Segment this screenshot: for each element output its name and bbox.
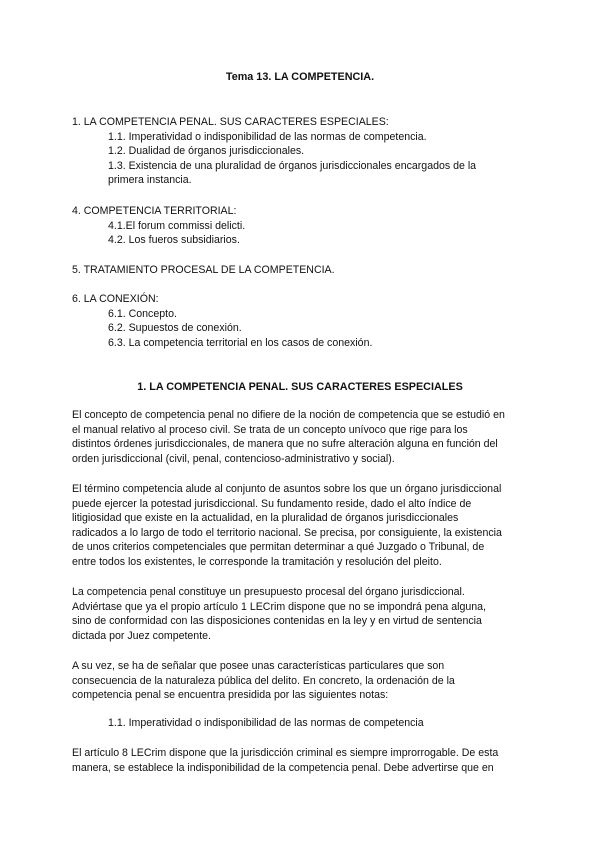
index-item-1-2: 1.2. Dualidad de órganos jurisdiccionales. bbox=[108, 145, 305, 158]
paragraph-line: El concepto de competencia penal no difiere de la noción de competencia que se estudió en bbox=[72, 409, 505, 421]
section-heading: 1. LA COMPETENCIA PENAL. SUS CARACTERES ESPECIALES bbox=[137, 381, 463, 393]
index-item-1-3: 1.3. Existencia de una pluralidad de órganos jurisdiccionales encargados de la bbox=[108, 159, 477, 172]
paragraph-line: A su vez, se ha de señalar que posee unas características particulares que son bbox=[72, 660, 445, 672]
paragraph-line: radicados a lo largo de todo el territorio nacional. Se precisa, por consiguiente, la existencia bbox=[72, 526, 502, 539]
index-item-6-2: 6.2. Supuestos de conexión. bbox=[108, 322, 242, 335]
index-section-6 bbox=[72, 292, 532, 350]
paragraph-line: puede ejercer la potestad jurisdiccional. Su fundamento reside, dado el alto índice de bbox=[72, 497, 472, 510]
index-item-6-3: 6.3. La competencia territorial en los casos de conexión. bbox=[108, 336, 373, 349]
subsection-heading-1-1: 1.1. Imperatividad o indisponibilidad de las normas de competencia bbox=[108, 717, 424, 729]
paragraph-line: el manual relativo al proceso civil. Se trata de un concepto unívoco que rige para los bbox=[72, 423, 468, 436]
paragraph-line: orden jurisdiccional (civil, penal, contencioso-administrativo y social). bbox=[72, 452, 395, 465]
index-section-5 bbox=[72, 263, 532, 278]
paragraph-line: consecuencia de la naturaleza pública del delito. En concreto, la ordenación de la bbox=[72, 674, 455, 687]
index-heading-1: 1. LA COMPETENCIA PENAL. SUS CARACTERES ESPECIALES: bbox=[72, 116, 389, 128]
paragraph-5 bbox=[72, 746, 532, 775]
paragraph-line: sino de conformidad con las disposiciones contenidas en la ley y en virtud de sentencia bbox=[72, 615, 482, 628]
index-heading-4: 4. COMPETENCIA TERRITORIAL: bbox=[72, 205, 237, 217]
index-item-1-3-cont: primera instancia. bbox=[108, 174, 192, 187]
paragraph-line: La competencia penal constituye un presupuesto procesal del órgano jurisdiccional. bbox=[72, 586, 465, 598]
paragraph-line: Adviértase que ya el propio artículo 1 LECrim dispone que no se impondrá pena alguna, bbox=[72, 600, 487, 613]
paragraph-line: El artículo 8 LECrim dispone que la jurisdicción criminal es siempre improrrogable. De esta bbox=[72, 747, 499, 759]
paragraph-4 bbox=[72, 659, 532, 703]
paragraph-line: manera, se establece la indisponibilidad de la competencia penal. Debe advertirse que en bbox=[72, 761, 494, 774]
index-section-4 bbox=[72, 204, 532, 248]
index-heading-6: 6. LA CONEXIÓN: bbox=[72, 293, 159, 305]
paragraph-line: distintos órdenes jurisdiccionales, de manera que no sufre alteración alguna en función del bbox=[72, 438, 498, 451]
paragraph-line: El término competencia alude al conjunto de asuntos sobre los que un órgano jurisdiccional bbox=[72, 483, 502, 495]
index-item-1-1: 1.1. Imperatividad o indisponibilidad de las normas de competencia. bbox=[108, 130, 427, 143]
document-title: Tema 13. LA COMPETENCIA. bbox=[225, 71, 375, 83]
paragraph-1 bbox=[72, 408, 532, 466]
paragraph-line: de unos criterios competenciales que permitan determinar a qué Juzgado o Tribunal, de bbox=[72, 541, 485, 554]
index-item-6-1: 6.1. Concepto. bbox=[108, 307, 177, 320]
paragraph-line: entre todos los existentes, le corresponde la tramitación y resolución del pleito. bbox=[72, 555, 442, 568]
paragraph-3 bbox=[72, 585, 532, 643]
index-heading-5: 5. TRATAMIENTO PROCESAL DE LA COMPETENCIA. bbox=[72, 264, 335, 276]
paragraph-2 bbox=[72, 482, 532, 570]
paragraph-line: competencia penal se encuentra presidida por las siguientes notas: bbox=[72, 689, 389, 702]
paragraph-line: litigiosidad que existe en la actualidad, en la pluralidad de órganos jurisdiccionales bbox=[72, 512, 459, 525]
index-section-1 bbox=[72, 115, 532, 188]
paragraph-line: dictada por Juez competente. bbox=[72, 629, 211, 642]
index-item-4-2: 4.2. Los fueros subsidiarios. bbox=[108, 234, 240, 247]
index-item-4-1: 4.1.El forum commissi delicti. bbox=[108, 219, 246, 232]
